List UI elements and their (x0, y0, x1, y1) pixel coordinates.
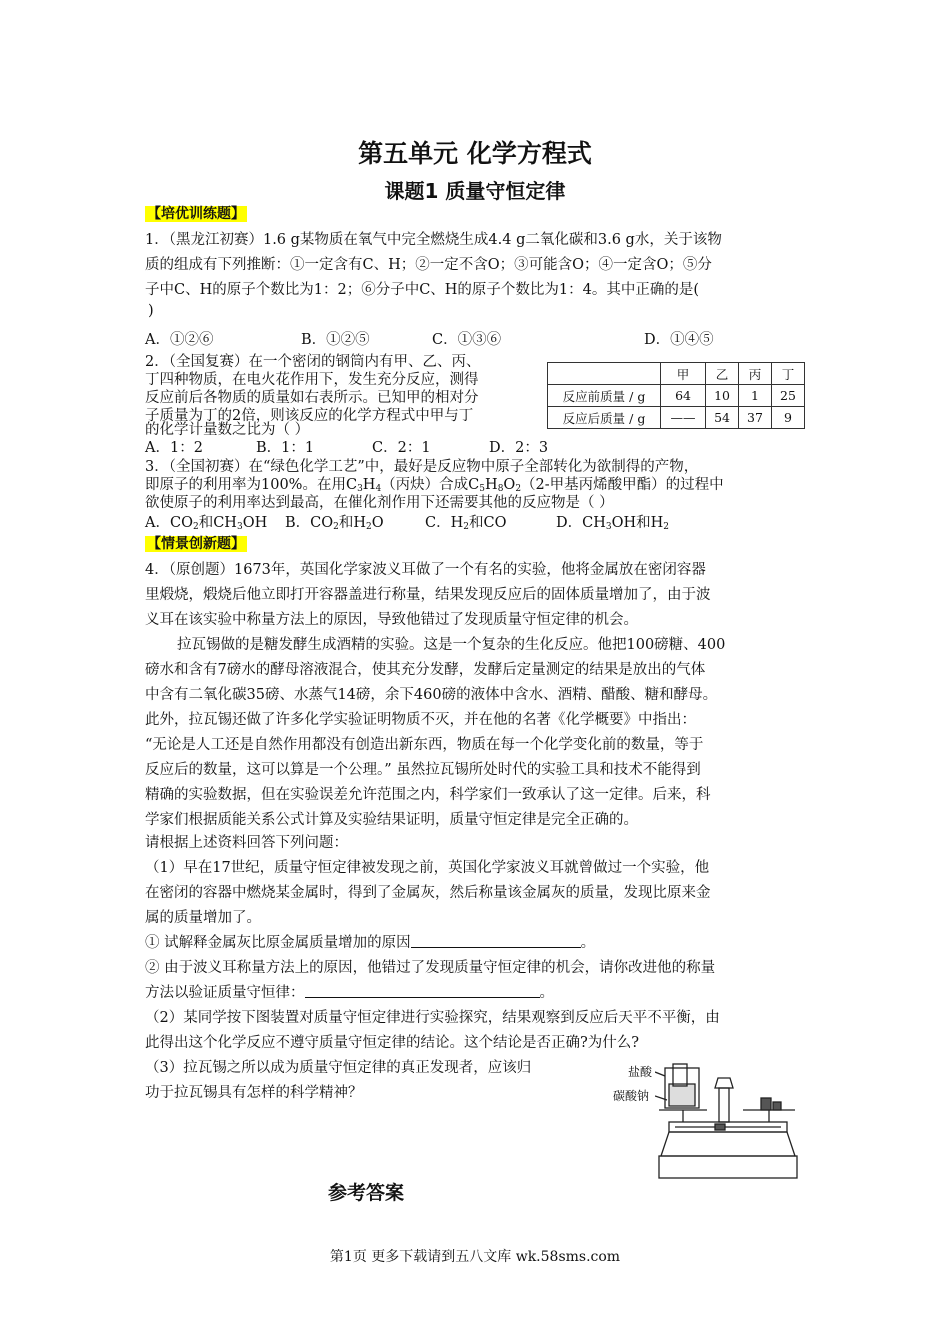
section-tag-scenario: 【情景创新题】 (147, 536, 245, 552)
q4-sub3-line-2: 功于拉瓦锡具有怎样的科学精神？ (145, 1085, 363, 1101)
balance-base (661, 1132, 795, 1156)
table-cell: 64 (661, 385, 706, 407)
q4-sub3-line-1: （3）拉瓦锡之所以成为质量守恒定律的真正发现者，应该归 (145, 1060, 532, 1076)
q2-option-a: A．1：2 (145, 440, 203, 456)
q4-sub1a: ① 试解释金属灰比原金属质量增加的原因 。 (145, 935, 596, 951)
q4-p2-line-6: 反应后的数量，这可以算是一个公理。” 虽然拉瓦锡所处时代的实验工具和技术不能得到 (145, 762, 701, 778)
q3-option-b: B．$CO_2$和$H_2O$ (285, 515, 384, 532)
q4-sub1-line-3: 属的质量增加了。 (145, 910, 261, 926)
page-footer: 第1页 更多下载请到五八文库 wk.58sms.com (329, 1249, 621, 1265)
q2-line-4: 子质量为丁的2倍，则该反应的化学方程式中甲与丁 (145, 408, 474, 424)
table-cell: 反应后质量 / g (548, 407, 661, 429)
q2-line-3: 反应前后各物质的质量如右表所示。已知甲的相对分 (145, 390, 479, 406)
weight-small (773, 1102, 781, 1110)
q4-sub2-line-1: （2）某同学按下图装置对质量守恒定律进行实验探究，结果观察到反应后天平不平衡，由 (145, 1010, 720, 1026)
q1-option-b: B．①②⑤ (301, 332, 370, 348)
q3-option-c: C．$H_2$和CO (425, 515, 507, 532)
lesson-subtitle: 课题1 质量守恒定律 (384, 179, 566, 203)
q4-sub1-line-2: 在密闭的容器中燃烧某金属时，得到了金属灰，然后称量该金属灰的质量，发现比原来金 (145, 885, 711, 901)
table-cell (548, 363, 661, 385)
small-tube (673, 1064, 687, 1086)
table-cell: 丁 (772, 363, 805, 385)
q4-p2-line-3: 中含有二氧化碳35磅、水蒸气14磅，余下460磅的液体中含水、酒精、醋酸、糖和酵母。 (145, 687, 718, 703)
q2-option-b: B．1：1 (256, 440, 315, 456)
table-header-row (548, 363, 805, 385)
q4-p1-line-2: 里煅烧，煅烧后他立即打开容器盖进行称量，结果发现反应后的固体质量增加了，由于波 (145, 587, 711, 603)
q1-line-3: 子中C、H的原子个数比为1：2；⑥分子中C、H的原子个数比为1：4。其中正确的是( (145, 282, 700, 298)
table-cell: 54 (706, 407, 739, 429)
q1-line-2: 质的组成有下列推断：①一定含有C、H；②一定不含O；③可能含O；④一定含O；⑤分 (145, 257, 712, 273)
table-cell: 甲 (661, 363, 706, 385)
figure-label-soda: 碳酸钠 (613, 1089, 650, 1103)
answer-blank (411, 935, 581, 948)
figure-label-acid: 盐酸 (628, 1065, 653, 1079)
weight-large (761, 1098, 771, 1110)
answer-heading: 参考答案 (328, 1182, 405, 1204)
table-cell: 9 (772, 407, 805, 429)
q4-p2-line-2: 磅水和含有7磅水的酵母溶液混合，使其充分发酵，发酵后定量测定的结果是放出的气体 (145, 662, 706, 678)
q4-p2-line-5: “无论是人工还是自然作用都没有创造出新东西，物质在每一个化学变化前的数量，等于 (145, 737, 704, 753)
q1-option-d: D．①④⑤ (644, 332, 714, 348)
q3-line-3: 欲使原子的利用率达到最高，在催化剂作用下还需要其他的反应物是（ ） (145, 495, 614, 511)
q4-p2-line-8: 学家们根据质能关系公式计算及实验结果证明，质量守恒定律是完全正确的。 (145, 812, 638, 828)
table-cell: 37 (739, 407, 772, 429)
q3-option-d: D．$CH_3OH$和$H_2$ (556, 515, 670, 532)
table-cell: 25 (772, 385, 805, 407)
q4-p2-line-4: 此外，拉瓦锡还做了许多化学实验证明物质不灭，并在他的名著《化学概要》中指出： (145, 712, 696, 728)
pointer-head (715, 1078, 733, 1088)
q4-p1-line-1: 4．（原创题）1673年，英国化学家波义耳做了一个有名的实验，他将金属放在密闭容器 (145, 562, 706, 578)
table-row (548, 407, 805, 429)
balance-foot (659, 1156, 797, 1178)
q2-option-d: D．2：3 (489, 440, 549, 456)
q1-option-c: C．①③⑥ (432, 332, 502, 348)
q4-p2-line-7: 精确的实验数据，但在实验误差允许范围之内，科学家们一致承认了这一定律。后来，科 (145, 787, 711, 803)
rider (715, 1124, 725, 1130)
balance-figure (655, 1060, 805, 1185)
table-row (548, 385, 805, 407)
table-cell: 乙 (706, 363, 739, 385)
table-cell: 反应前质量 / g (548, 385, 661, 407)
q4-p2-line-1: 拉瓦锡做的是糖发酵生成酒精的实验。这是一个复杂的生化反应。他把100磅糖、400 (177, 637, 726, 653)
q4-sub1b-line-2: 方法以验证质量守恒律： 。 (145, 985, 554, 1001)
q4-p1-line-3: 义耳在该实验中称量方法上的原因，导致他错过了发现质量守恒定律的机会。 (145, 612, 638, 628)
q2-line-5: 的化学计量数之比为（ ） (145, 422, 310, 438)
table-cell: 丙 (739, 363, 772, 385)
label-leader-acid (655, 1072, 665, 1076)
q4-prompt: 请根据上述资料回答下列问题： (145, 835, 348, 851)
table-cell: —— (661, 407, 706, 429)
mass-table (547, 362, 805, 429)
q3-option-a: A．$CO_2$和$CH_3OH$ (145, 515, 268, 532)
q4-sub1b-line-1: ② 由于波义耳称量方法上的原因，他错过了发现质量守恒定律的机会，请你改进他的称量 (145, 960, 716, 976)
q1-line-1: 1．（黑龙江初赛）1.6 g某物质在氧气中完全燃烧生成4.4 g二氧化碳和3.6 g水，关于该物 (145, 232, 722, 248)
q3-line-1: 3．（全国初赛）在“绿色化学工艺”中，最好是反应物中原子全部转化为欲制得的产物， (145, 459, 699, 475)
page-title: 第五单元 化学方程式 (358, 139, 592, 168)
q1-line-4: ) (148, 303, 154, 319)
q4-sub1-line-1: （1）早在17世纪，质量守恒定律被发现之前，英国化学家波义耳就曾做过一个实验，他 (145, 860, 710, 876)
q3-line-2: 即原子的利用率为100%。在用$C_3H_4$（丙炔）合成$C_5H_8O_2(2-$甲基丙烯酸甲酯）的过程中 (145, 477, 724, 494)
acid-solution (669, 1084, 695, 1106)
section-tag-training: 【培优训练题】 (147, 206, 245, 222)
answer-blank (305, 985, 540, 998)
pointer-post (719, 1088, 729, 1122)
q2-option-c: C．2：1 (372, 440, 431, 456)
q2-line-1: 2．（全国复赛）在一个密闭的钢筒内有甲、乙、丙、 (145, 354, 481, 370)
q1-option-a: A．①②⑥ (145, 332, 214, 348)
q4-sub2-line-2: 此得出这个化学反应不遵守质量守恒定律的结论。这个结论是否正确?为什么? (145, 1035, 640, 1051)
table-cell: 10 (706, 385, 739, 407)
q2-line-2: 丁四种物质，在电火花作用下，发生充分反应，测得 (145, 372, 479, 388)
table-cell: 1 (739, 385, 772, 407)
